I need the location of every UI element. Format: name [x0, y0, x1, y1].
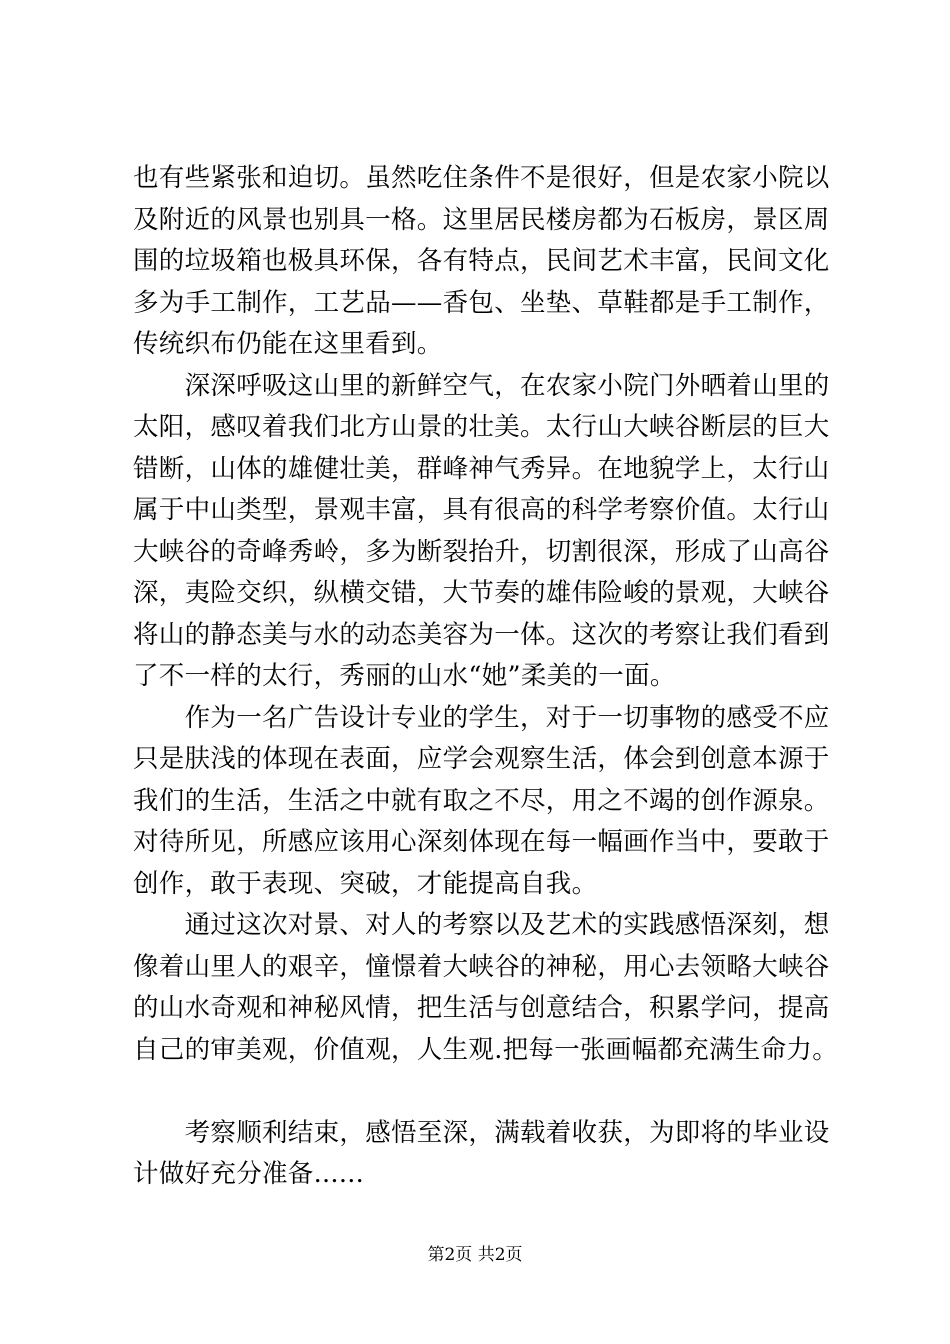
- body-text: [133, 158, 839, 1196]
- text-line: 像着山里人的艰辛，憧憬着大峡谷的神秘，用心去领略大峡谷: [133, 951, 830, 982]
- text-line: 的山水奇观和神秘风情，把生活与创意结合，积累学问，提高: [133, 993, 830, 1023]
- text-line: 大峡谷的奇峰秀岭，多为断裂抬升，切割很深，形成了山高谷: [133, 536, 830, 567]
- text-line: 深深呼吸这山里的新鲜空气，在农家小院门外晒着山里的: [133, 370, 830, 401]
- text-line: 深，夷险交织，纵横交错，大节奏的雄伟险峻的景观，大峡谷: [133, 578, 830, 608]
- text-line: 多为手工制作，工艺品——香包、坐垫、草鞋都是手工制作，: [133, 287, 830, 318]
- text-line: 我们的生活，生活之中就有取之不尽，用之不竭的创作源泉。: [133, 785, 830, 816]
- text-line: 传统织布仍能在这里看到。: [133, 329, 443, 359]
- text-line: 了不一样的太行，秀丽的山水“她”柔美的一面。: [133, 661, 676, 691]
- text-line: 计做好充分准备......: [133, 1159, 365, 1189]
- text-line: 也有些紧张和迫切。虽然吃住条件不是很好，但是农家小院以: [133, 163, 830, 193]
- paragraph-gap: [133, 1071, 833, 1113]
- text-line: 及附近的风景也别具一格。这里居民楼房都为石板房，景区周: [133, 204, 830, 235]
- text-line: 考察顺利结束，感悟至深，满载着收获，为即将的毕业设: [133, 1117, 830, 1148]
- text-line: 自己的审美观，价值观，人生观.把每一张画幅都充满生命力。: [133, 1034, 839, 1065]
- text-line: 创作，敢于表现、突破，才能提高自我。: [133, 868, 598, 899]
- text-line: 将山的静态美与水的动态美容为一体。这次的考察让我们看到: [133, 619, 830, 650]
- text-line: 通过这次对景、对人的考察以及艺术的实践感悟深刻，想: [133, 910, 830, 940]
- text-line: 围的垃圾箱也极具环保，各有特点，民间艺术丰富，民间文化: [133, 246, 830, 276]
- text-line: 错断，山体的雄健壮美，群峰神气秀异。在地貌学上，太行山: [133, 453, 830, 484]
- text-line: 太阳，感叹着我们北方山景的壮美。太行山大峡谷断层的巨大: [133, 412, 830, 442]
- text-line: 只是肤浅的体现在表面，应学会观察生活，体会到创意本源于: [133, 744, 830, 774]
- text-line: 对待所见，所感应该用心深刻体现在每一幅画作当中，要敢于: [133, 827, 830, 857]
- text-line: 作为一名广告设计专业的学生，对于一切事物的感受不应: [133, 702, 830, 733]
- text-line: 属于中山类型，景观丰富，具有很高的科学考察价值。太行山: [133, 495, 830, 525]
- page-footer: 第2页 共2页: [427, 1245, 523, 1265]
